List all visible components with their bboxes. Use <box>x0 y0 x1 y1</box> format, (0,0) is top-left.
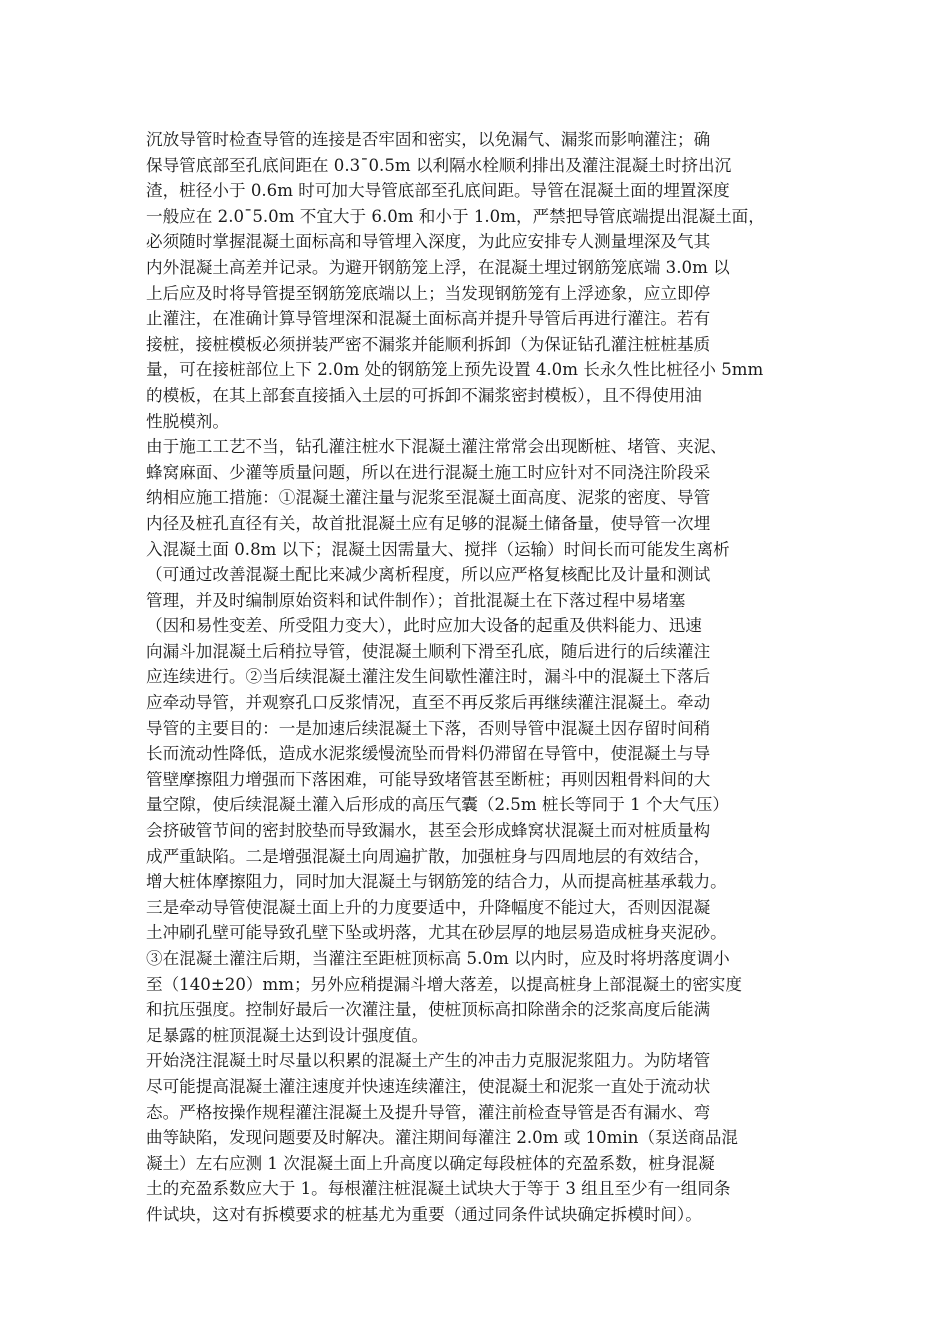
text-line: 沉放导管时检查导管的连接是否牢固和密实，以免漏气、漏浆而影响灌注；确 <box>146 130 711 149</box>
text-line: 量空隙，使后续混凝土灌入后形成的高压气囊（2.5m 桩长等同于 1 个大气压） <box>146 795 729 815</box>
text-line: （因和易性变差、所受阻力变大），此时应加大设备的起重及供料能力、迅速 <box>146 616 702 636</box>
text-line: 内外混凝土高差并记录。为避开钢筋笼上浮，在混凝土埋过钢筋笼底端 3.0m 以 <box>146 257 730 277</box>
text-line: 的模板，在其上部套直接插入土层的可拆卸不漏浆密封模板），且不得使用油 <box>146 385 702 405</box>
text-line: 入混凝土面 0.8m 以下；混凝土因需量大、搅拌（运输）时间长而可能发生离析 <box>146 539 730 559</box>
text-line: 凝土）左右应测 1 次混凝土面上升高度以确定每段桩体的充盈系数，桩身混凝 <box>146 1153 715 1173</box>
text-line: 成严重缺陷。二是增强混凝土向周遍扩散，加强桩身与四周地层的有效结合， <box>146 846 711 866</box>
text-line: 导管的主要目的：一是加速后续混凝土下落，否则导管中混凝土因存留时间稍 <box>146 718 711 738</box>
text-line: 土的充盈系数应大于 1。每根灌注桩混凝土试块大于等于 3 组且至少有一组同条 <box>146 1179 731 1199</box>
text-line: 应牵动导管，并观察孔口反浆情况，直至不再反浆后再继续灌注混凝土。牵动 <box>146 693 711 713</box>
document-body <box>146 127 830 1228</box>
text-line: 应连续进行。②当后续混凝土灌注发生间歇性灌注时，漏斗中的混凝土下落后 <box>146 667 711 687</box>
text-line: （可通过改善混凝土配比来减少离析程度，所以应严格复核配比及计量和测试 <box>146 565 711 585</box>
text-line: 态。严格按操作规程灌注混凝土及提升导管，灌注前检查导管是否有漏水、弯 <box>146 1102 711 1122</box>
text-line: 增大桩体摩擦阻力，同时加大混凝土与钢筋笼的结合力，从而提高桩基承载力。 <box>146 872 727 892</box>
text-line: 由于施工工艺不当，钻孔灌注桩水下混凝土灌注常常会出现断桩、堵管、夹泥、 <box>146 437 727 457</box>
text-line: 保导管底部至孔底间距在 0.3¯0.5m 以利隔水栓顺利排出及灌注混凝土时挤出沉 <box>146 155 732 175</box>
text-line: 三是牵动导管使混凝土面上升的力度要适中，升降幅度不能过大，否则因混凝 <box>146 897 711 917</box>
text-line: 纳相应施工措施：①混凝土灌注量与泥浆至混凝土面高度、泥浆的密度、导管 <box>146 488 711 508</box>
text-line: 一般应在 2.0¯5.0m 不宜大于 6.0m 和小于 1.0m，严禁把导管底端提出混凝土面， <box>146 206 765 226</box>
text-line: 量，可在接桩部位上下 2.0m 处的钢筋笼上预先设置 4.0m 长永久性比桩径小 5mm <box>146 360 764 380</box>
text-line: 尽可能提高混凝土灌注速度并快速连续灌注，使混凝土和泥浆一直处于流动状 <box>146 1076 711 1096</box>
text-line: 必须随时掌握混凝土面标高和导管埋入深度，为此应安排专人测量埋深及气其 <box>146 232 711 252</box>
text-line: 止灌注，在准确计算导管埋深和混凝土面标高并提升导管后再进行灌注。若有 <box>146 309 711 329</box>
text-line: 件试块，这对有拆模要求的桩基尤为重要（通过同条件试块确定拆模时间）。 <box>146 1204 702 1224</box>
text-line: ③在混凝土灌注后期，当灌注至距桩顶标高 5.0m 以内时，应及时将坍落度调小 <box>146 949 730 968</box>
text-line: 向漏斗加混凝土后稍拉导管，使混凝土顺利下滑至孔底，随后进行的后续灌注 <box>146 641 711 661</box>
text-line: 开始浇注混凝土时尽量以积累的混凝土产生的冲击力克服泥浆阻力。为防堵管 <box>146 1051 711 1071</box>
text-line: 长而流动性降低，造成水泥浆缓慢流坠而骨料仍滞留在导管中，使混凝土与导 <box>146 744 711 764</box>
text-line: 土冲刷孔壁可能导致孔壁下坠或坍落，尤其在砂层厚的地层易造成桩身夹泥砂。 <box>146 923 727 943</box>
text-line: 性脱模剂。 <box>146 411 229 431</box>
paragraph-3 <box>146 1048 830 1227</box>
text-line: 至（140±20）mm；另外应稍提漏斗增大落差，以提高桩身上部混凝土的密实度 <box>146 974 742 994</box>
text-line: 接桩，接桩模板必须拼装严密不漏浆并能顺利拆卸（为保证钻孔灌注桩桩基质 <box>146 334 711 354</box>
text-line: 上后应及时将导管提至钢筋笼底端以上；当发现钢筋笼有上浮迹象，应立即停 <box>146 283 711 303</box>
text-line: 内径及桩孔直径有关，故首批混凝土应有足够的混凝土储备量，使导管一次埋 <box>146 513 711 533</box>
text-line: 管壁摩擦阻力增强而下落困难，可能导致堵管甚至断桩；再则因粗骨料间的大 <box>146 769 711 789</box>
text-line: 足暴露的桩顶混凝土达到设计强度值。 <box>146 1025 429 1045</box>
text-line: 会挤破管节间的密封胶垫而导致漏水，甚至会形成蜂窝状混凝土而对桩质量构 <box>146 821 711 841</box>
text-line: 蜂窝麻面、少灌等质量问题，所以在进行混凝土施工时应针对不同浇注阶段采 <box>146 462 711 482</box>
paragraph-2 <box>146 434 830 1048</box>
paragraph-1 <box>146 127 830 434</box>
text-line: 曲等缺陷，发现问题要及时解决。灌注期间每灌注 2.0m 或 10min（泵送商品混 <box>146 1128 739 1148</box>
text-line: 渣，桩径小于 0.6m 时可加大导管底部至孔底间距。导管在混凝土面的埋置深度 <box>146 181 730 201</box>
text-line: 和抗压强度。控制好最后一次灌注量，使桩顶标高扣除凿余的泛浆高度后能满 <box>146 1000 711 1020</box>
text-line: 管理，并及时编制原始资料和试件制作）；首批混凝土在下落过程中易堵塞 <box>146 590 686 610</box>
